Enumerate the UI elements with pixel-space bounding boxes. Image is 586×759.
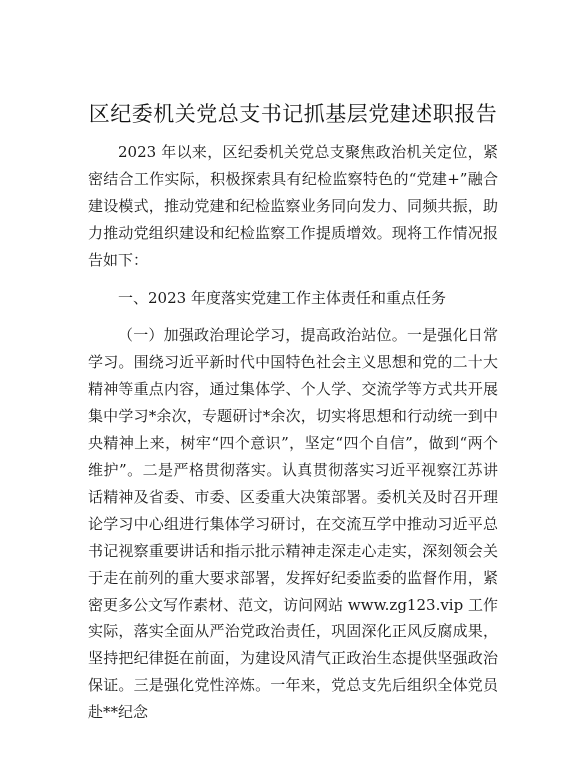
section-heading: 一、2023 年度落实党建工作主体责任和重点任务 (118, 288, 446, 307)
document-body (88, 139, 498, 726)
intro-paragraph: 2023 年以来，区纪委机关党总支聚焦政治机关定位，紧密结合工作实际，积极探索具有纪检监察特色的“党建+”融合建设模式，推动党建和纪检监察业务同向发力、同频共振，助力推动党组织建设和纪检监察工作提质增效。现将工作情况报告如下： (88, 143, 498, 269)
document-title: 区纪委机关党总支书记抓基层党建述职报告 (88, 102, 498, 126)
body-paragraph: （一）加强政治理论学习，提高政治站位。一是强化日常学习。围绕习近平新时代中国特色社会主义思想和党的二十大精神等重点内容，通过集体学、个人学、交流学等方式共开展集中学习*余次，专题研讨*余次，切实将思想和行动统一到中央精神上来，树牢“四个意识”，坚定“四个自信”，做到“两个维护”。二是严格贯彻落实。认真贯彻落实习近平视察江苏讲话精神及省委、市委、区委重大决策部署。委机关及时召开理论学习中心组进行集体学习研讨，在交流互学中推动习近平总书记视察重要讲话和指示批示精神走深走心走实，深刻领会关于走在前列的重大要求部署，发挥好纪委监委的监督作用，紧密更多公文写作素材、范文，访问网站 www.zg123.vip 工作实际，落实全面从严治党政治责任，巩固深化正风反腐成果，坚持把纪律挺在前面，为建设风清气正政治生态提供坚强政治保证。三是强化党性淬炼。一年来，党总支先后组织全体党员赴**纪念 (88, 326, 498, 722)
